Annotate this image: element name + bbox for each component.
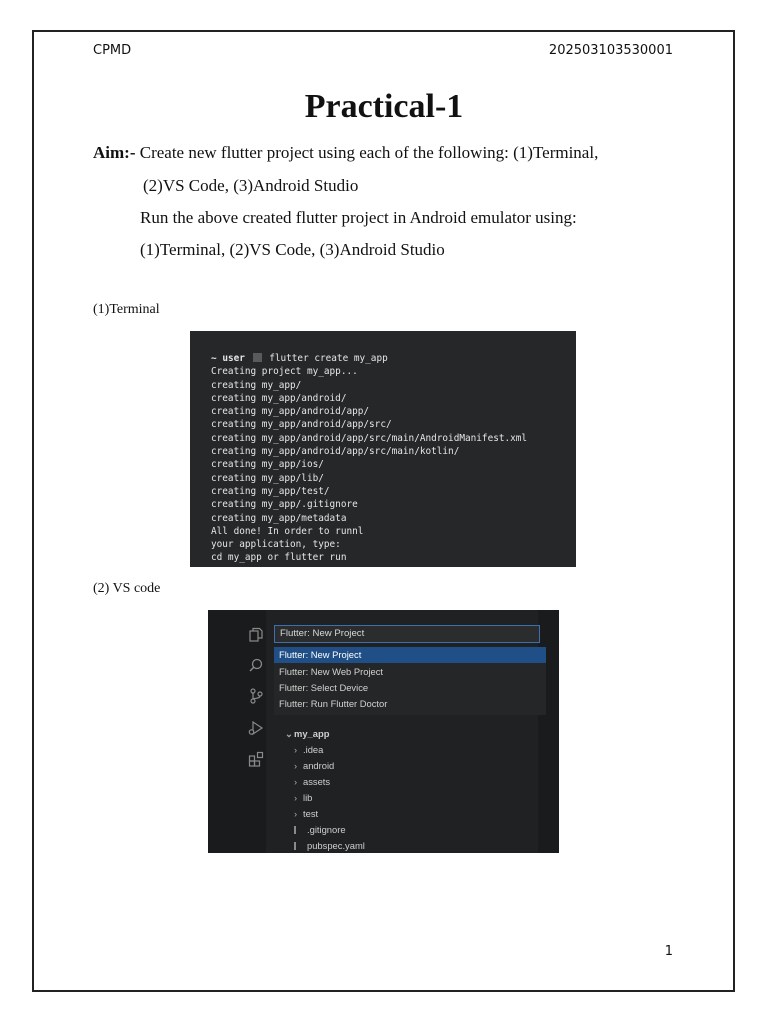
chevron-right-icon: › <box>294 792 298 803</box>
tree-folder-label: .idea <box>303 744 324 755</box>
aim-label: Aim:- <box>93 143 136 162</box>
terminal-screenshot <box>190 331 576 567</box>
file-icon <box>294 842 302 850</box>
terminal-line: creating my_app/ios/ <box>211 459 324 471</box>
chevron-right-icon: › <box>294 776 298 787</box>
tree-folder[interactable] <box>294 743 323 757</box>
terminal-line: creating my_app/android/app/src/ <box>211 419 392 431</box>
prompt-tilde: ~ <box>211 353 217 364</box>
chevron-right-icon: › <box>294 808 298 819</box>
tree-folder-label: lib <box>303 792 313 803</box>
aim-line-2: (2)VS Code, (3)Android Studio <box>143 176 359 195</box>
tree-file-label: .gitignore <box>307 824 346 835</box>
tree-folder[interactable] <box>294 759 334 773</box>
tree-file[interactable] <box>294 823 346 837</box>
terminal-line: All done! In order to runnl <box>211 525 364 537</box>
aim-line-1 <box>93 143 598 163</box>
tree-folder-label: android <box>303 760 335 771</box>
command-palette-input[interactable]: Flutter: New Project <box>274 625 540 643</box>
activity-bar <box>208 610 266 853</box>
tree-folder[interactable] <box>294 807 318 821</box>
tree-folder-label: test <box>303 808 319 819</box>
folder-icon <box>253 353 262 362</box>
vscode-screenshot <box>208 610 559 853</box>
run-debug-icon <box>248 720 264 736</box>
tree-file-label: pubspec.yaml <box>307 840 365 851</box>
aim-line-4: (1)Terminal, (2)VS Code, (3)Android Studio <box>140 240 445 259</box>
terminal-line: creating my_app/android/app/src/main/kotlin/ <box>211 446 460 458</box>
terminal-line: creating my_app/android/app/ <box>211 406 370 418</box>
terminal-line: creating my_app/ <box>211 379 302 391</box>
terminal-prompt <box>211 352 576 365</box>
tree-root-label: my_app <box>294 728 330 739</box>
tree-folder-label: assets <box>303 776 331 787</box>
chevron-right-icon: › <box>294 744 298 755</box>
source-control-icon <box>248 688 264 704</box>
terminal-line: cd my_app or flutter run <box>211 552 347 564</box>
search-icon <box>248 657 264 673</box>
terminal-line: creating my_app/lib/ <box>211 472 324 484</box>
terminal-line: creating my_app/metadata <box>211 512 347 524</box>
aim-line-3: Run the above created flutter project in Android emulator using: <box>140 208 577 227</box>
terminal-line: Creating project my_app... <box>211 366 358 378</box>
menu-item-new-web-project[interactable]: Flutter: New Web Project <box>279 666 384 677</box>
terminal-line: creating my_app/android/app/src/main/AndroidManifest.xml <box>211 432 528 444</box>
files-icon <box>248 627 264 643</box>
terminal-line: your application, type: <box>211 539 341 551</box>
menu-item-select-device[interactable]: Flutter: Select Device <box>279 682 369 693</box>
prompt-command: flutter create my_app <box>269 353 388 364</box>
page-title: Practical-1 <box>304 88 464 125</box>
tree-root-folder[interactable] <box>285 727 329 741</box>
terminal-line: creating my_app/android/ <box>211 392 347 404</box>
chevron-right-icon: › <box>294 760 298 771</box>
header-course: CPMD <box>93 43 132 58</box>
chevron-down-icon: ⌄ <box>285 728 293 739</box>
command-palette-menu <box>274 647 546 715</box>
terminal-line: creating my_app/test/ <box>211 485 330 497</box>
page-number: 1 <box>664 944 673 959</box>
section-label-vscode: (2) VS code <box>93 581 161 596</box>
header-enrollment-number: 202503103530001 <box>548 43 673 58</box>
menu-item-new-project[interactable]: Flutter: New Project <box>274 647 546 663</box>
section-label-terminal: (1)Terminal <box>93 302 160 317</box>
file-icon <box>294 826 302 834</box>
tree-file[interactable] <box>294 839 365 853</box>
extensions-icon <box>248 751 264 767</box>
terminal-line: creating my_app/.gitignore <box>211 499 358 511</box>
tree-folder[interactable] <box>294 775 330 789</box>
tree-folder[interactable] <box>294 791 312 805</box>
aim-text-1: Create new flutter project using each of the following: (1)Terminal, <box>135 143 599 162</box>
prompt-user: user <box>222 353 245 364</box>
menu-item-run-flutter-doctor[interactable]: Flutter: Run Flutter Doctor <box>279 698 388 709</box>
